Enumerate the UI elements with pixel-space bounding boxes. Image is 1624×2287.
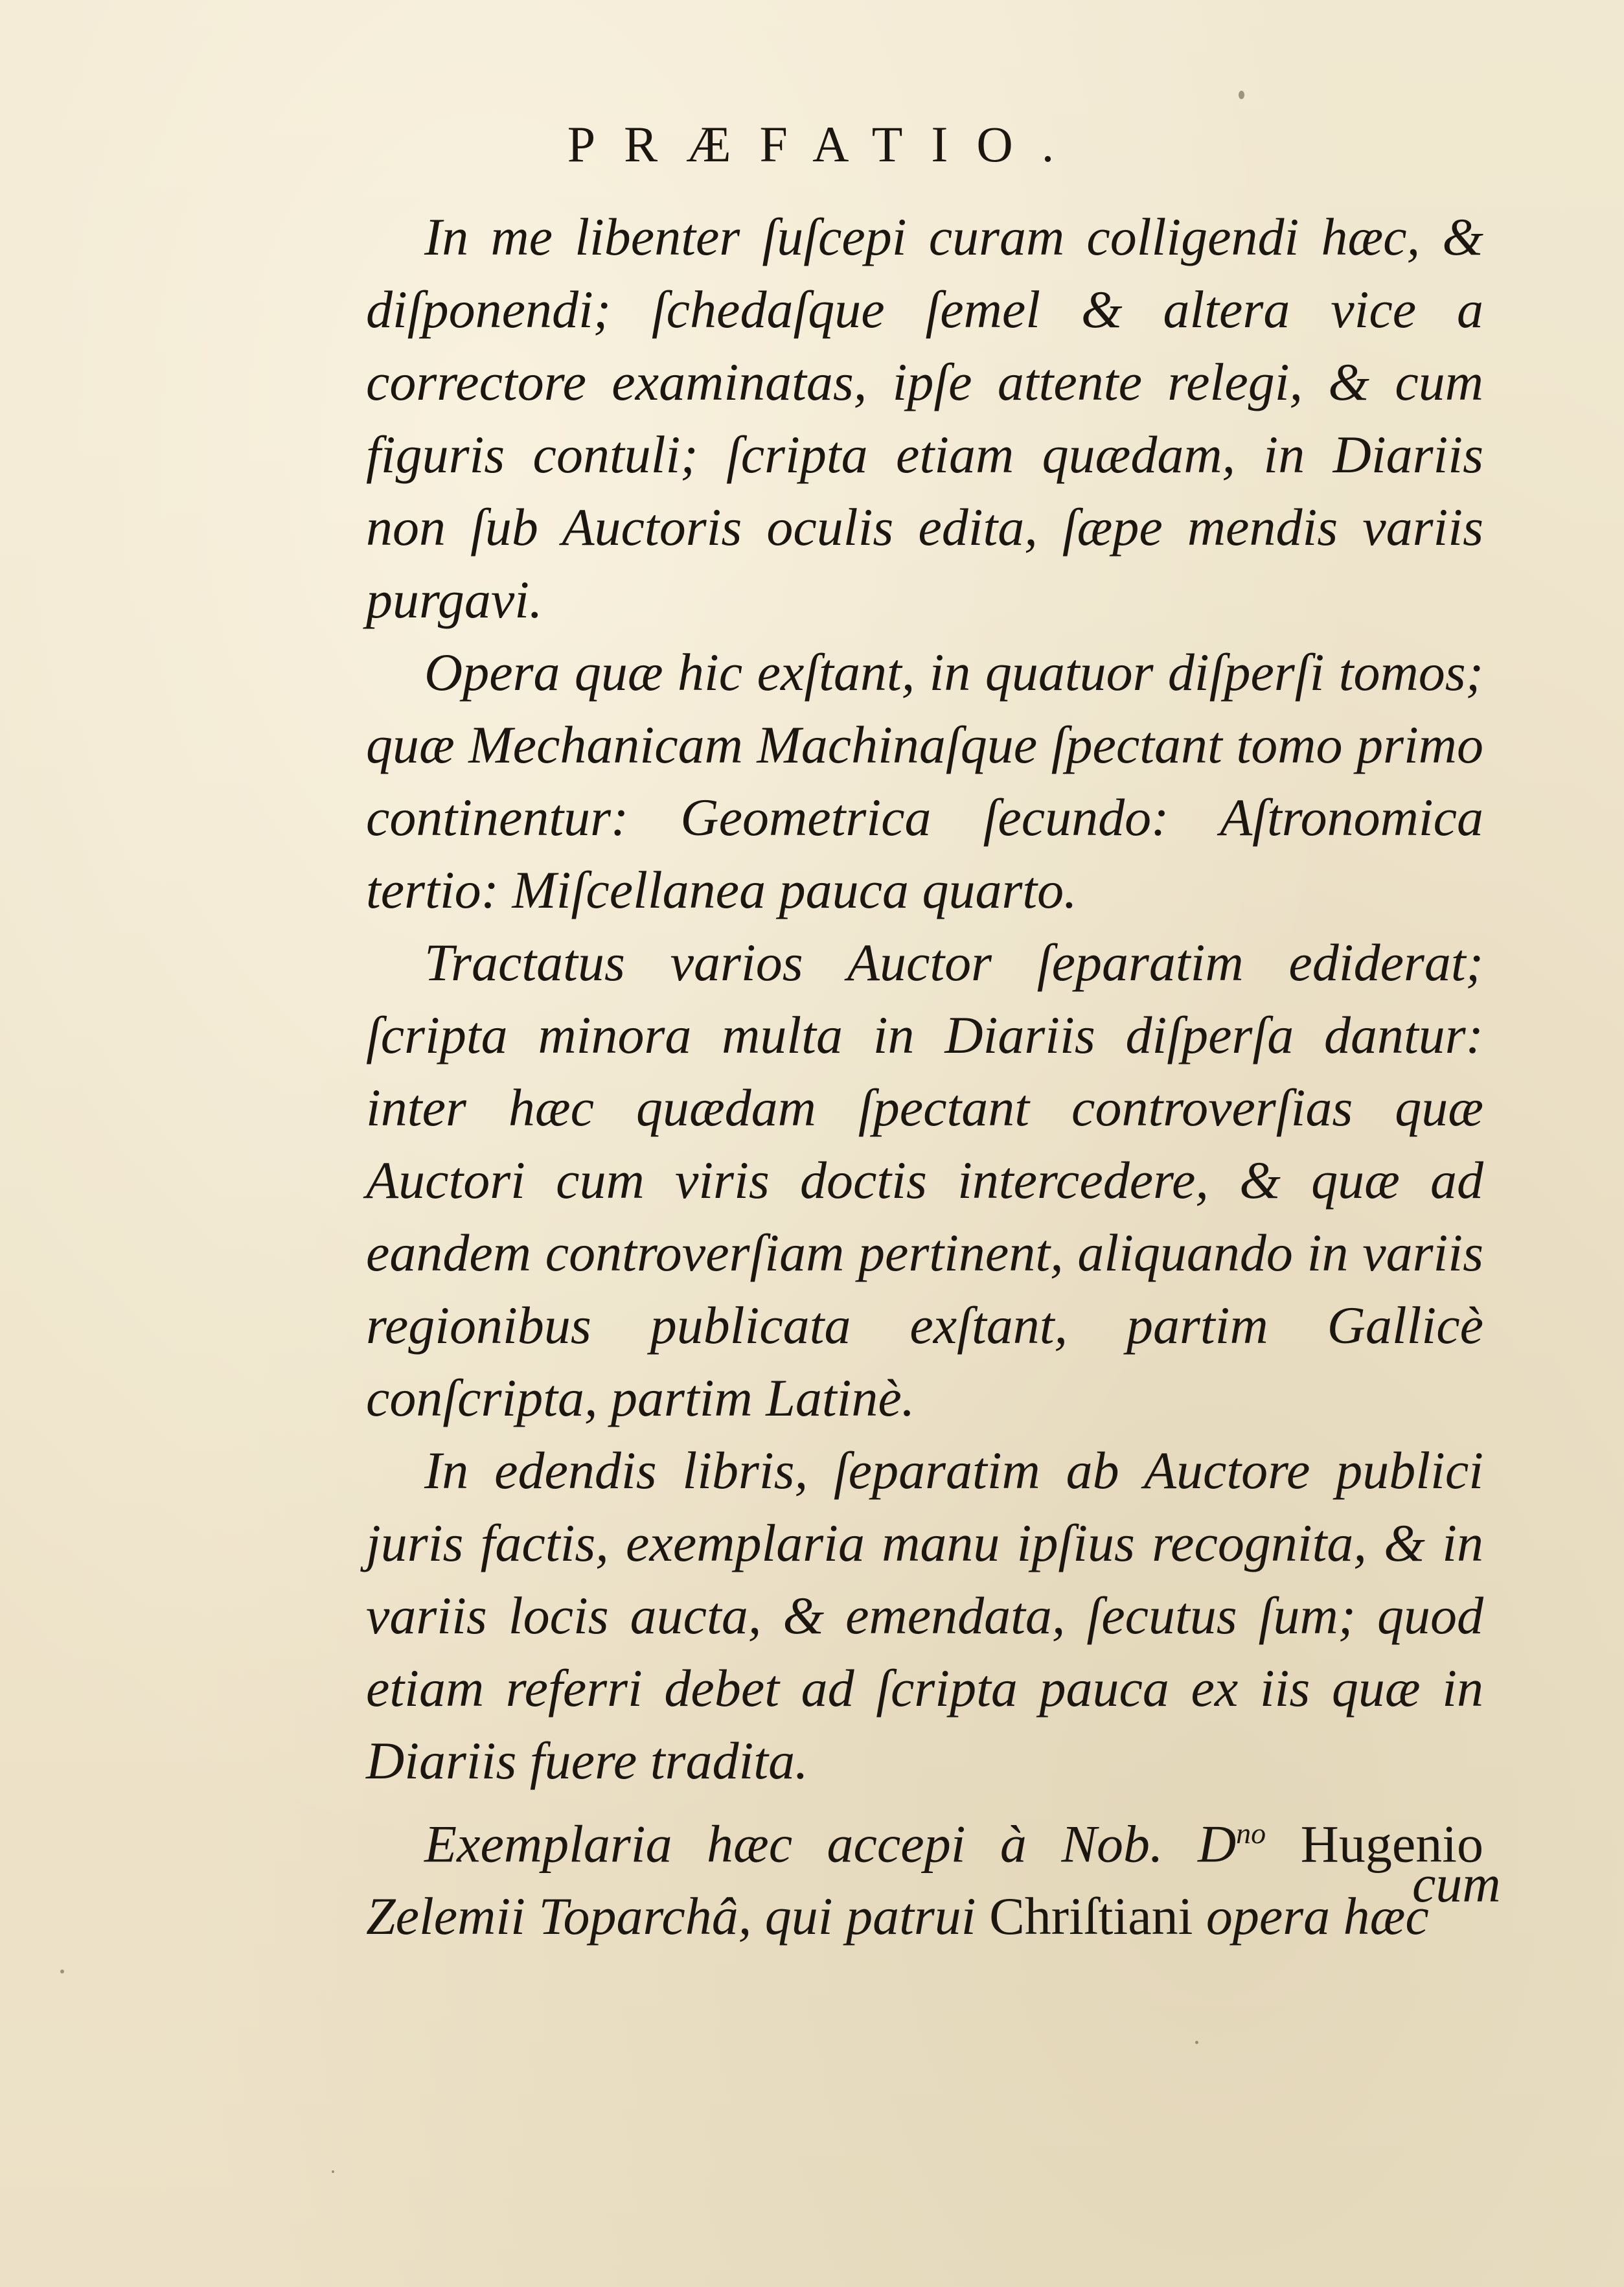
paragraph-3: Tractatus varios Auctor ſeparatim ediderat; ſcripta minora multa in Diariis diſperſa dantur: inter hæc quædam ſpectant controverſias quæ Auctori cum viris doctis intercedere, & quæ ad eandem controverſiam pertinent, aliquando in variis regionibus publicata exſtant, partim Gallicè conſcripta, partim Latinè. xyxy=(366,933,1483,1427)
paper-speck xyxy=(332,2170,334,2173)
paragraph-5-roman2: Chriſtiani xyxy=(989,1887,1193,1946)
paper-speck xyxy=(1195,2041,1198,2044)
paper-speck xyxy=(1239,91,1244,99)
paragraph-5-part3: opera hæc xyxy=(1193,1887,1429,1946)
paragraph-5 xyxy=(366,1797,1483,1953)
paragraph-5-part1: Exemplaria hæc accepi à Nob. D xyxy=(424,1814,1237,1874)
paragraph-5-superscript: no xyxy=(1236,1817,1266,1850)
paragraph-2: Opera quæ hic exſtant, in quatuor diſperſi tomos; quæ Mechanicam Machinaſque ſpectant tomo primo continentur: Geometrica ſecundo: Aſtronomica tertio: Miſcellanea pauca quarto. xyxy=(366,643,1483,919)
page-header: PRÆFATIO. xyxy=(567,116,1083,172)
paragraph-5-part2: Zelemii Toparchâ, qui patrui xyxy=(366,1887,990,1946)
body-text xyxy=(366,201,1483,1953)
paragraph-1: In me libenter ſuſcepi curam colligendi hæc, & diſponendi; ſchedaſque ſemel & altera vice a correctore examinatas, ipſe attente relegi, & cum figuris contuli; ſcripta etiam quædam, in Diariis non ſub Auctoris oculis edita, ſæpe mendis variis purgavi. xyxy=(366,207,1483,629)
paper-speck xyxy=(60,1970,64,1973)
catchword: cum xyxy=(1412,1854,1501,1913)
paragraph-4: In edendis libris, ſeparatim ab Auctore publici juris factis, exemplaria manu ipſius recognita, & in variis locis aucta, & emendata, ſecutus ſum; quod etiam referri debet ad ſcripta pauca ex iis quæ in Diariis fuere tradita. xyxy=(366,1441,1483,1790)
paragraph-5-roman1: Hugenio xyxy=(1266,1814,1483,1874)
